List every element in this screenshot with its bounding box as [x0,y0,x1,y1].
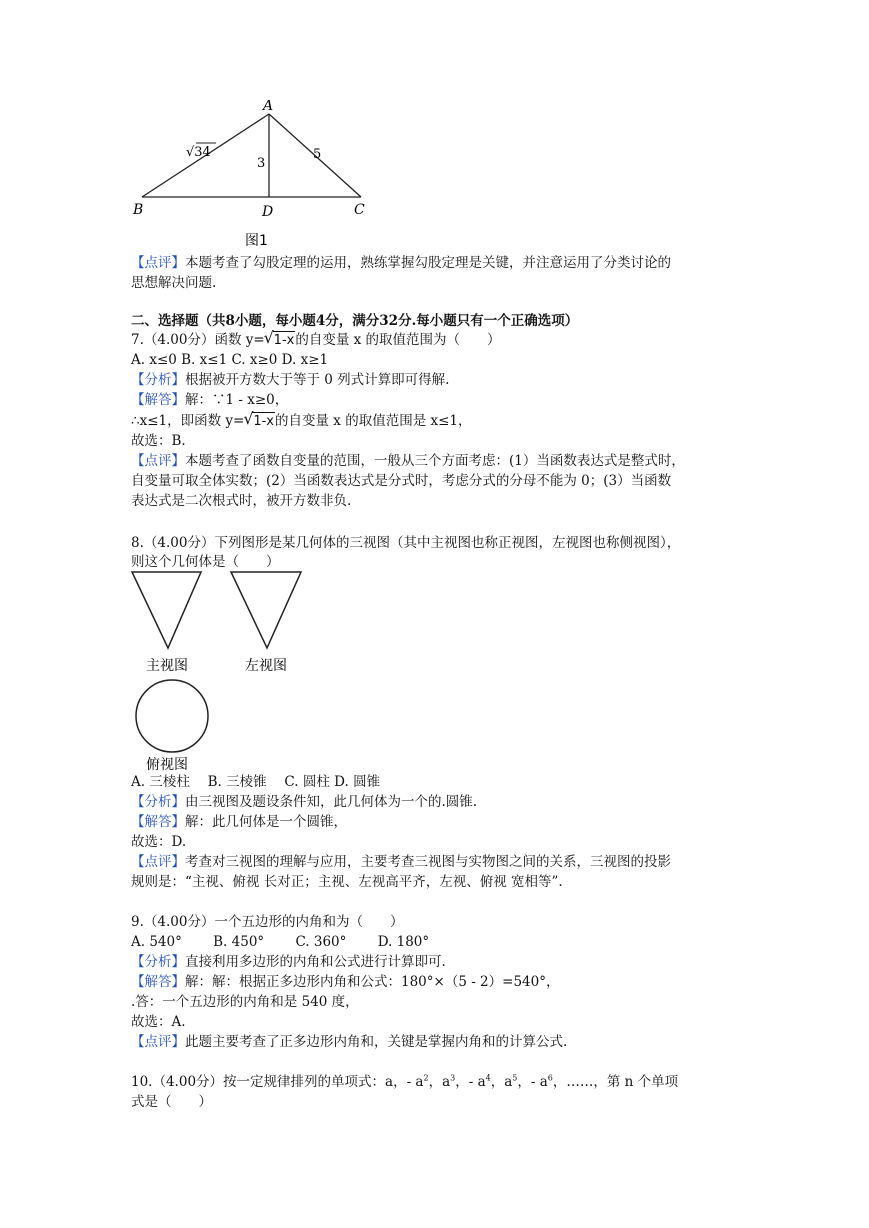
q6-comment-line-1 [131,254,671,272]
vertex-label-c: C [354,202,365,218]
q8-stem-1: 8.（4.00分）下列图形是某几何体的三视图（其中主视图也称正视图，左视图也称侧视图）， [131,535,681,551]
top-view-label: 俯视图 [146,757,188,773]
section-heading: 二、选择题（共8小题，每小题4分，满分32分.每小题只有一个正确选项） [131,313,579,329]
vertex-label-d: D [262,204,274,220]
q7-comment-3: 表达式是二次根式时，被开方数非负. [131,493,352,509]
analysis-tag: 【分析】 [131,372,185,388]
top-view-circle [136,680,208,752]
length-label-ab: √34 [186,145,211,160]
comment-tag: 【点评】 [131,854,185,870]
sqrt-expression: √ 1-x [243,409,274,429]
q7-choose: 故选：B. [131,433,186,449]
triangle-figure-1 [128,100,378,250]
comment-tag: 【点评】 [131,453,185,469]
solution-2a: ∴x≤1，即函数 y= [131,413,245,429]
q8-comment-1 [131,853,671,871]
sqrt-expression: √ 1-x [263,328,295,348]
analysis-tag: 【分析】 [131,954,185,970]
q7-options: A. x≤0 B. x≤1 C. x≥0 D. x≥1 [131,352,329,368]
analysis-text: 直接利用多边形的内角和公式进行计算即可. [185,954,446,970]
q6-comment-line-2: 思想解决问题. [131,275,217,291]
figure-caption: 图1 [245,233,268,249]
comment-text: 考查对三视图的理解与应用，主要考查三视图与实物图之间的关系，三视图的投影 [185,854,671,870]
solution-tag: 【解答】 [131,974,185,990]
radicand: 1-x [253,414,274,429]
comment-tag: 【点评】 [131,255,185,271]
left-view-label: 左视图 [245,658,287,674]
q9-solution-1 [131,973,559,991]
q7-stem-b: 的自变量 x 的取值范围为（ ） [295,332,501,348]
q7-comment-1 [131,452,685,470]
q7-stem-a: 7.（4.00分）函数 y= [131,332,265,348]
vertex-label-a: A [263,100,274,114]
q9-solution-2: .答：一个五边形的内角和是 540 度， [131,994,359,1010]
q7-comment-2: 自变量可取全体实数；(2）当函数表达式是分式时，考虑分式的分母不能为 0；(3）当函数 [131,473,672,489]
q8-comment-2: 规则是：“主视、俯视 长对正；主视、左视高平齐，左视、俯视 宽相等”. [131,874,563,890]
comment-text: 本题考查了函数自变量的范围，一般从三个方面考虑：(1）当函数表达式是整式时， [185,453,685,469]
front-view-triangle [132,572,201,648]
left-view-triangle [231,572,301,648]
analysis-text: 根据被开方数大于等于 0 列式计算即可得解. [185,372,450,388]
q7-solution-1 [131,391,288,409]
q7-stem [131,328,501,350]
solution-text: 解：∵1 - x≥0， [185,392,289,408]
q10-part: ，……，第 n 个单项 [552,1074,679,1090]
q10-part: ，a [428,1074,451,1090]
q8-choose: 故选：D. [131,834,187,850]
exponent: 4 [485,1073,491,1083]
solution-tag: 【解答】 [131,392,185,408]
comment-text: 本题考查了勾股定理的运用，熟练掌握勾股定理是关键，并注意运用了分类讨论的 [185,255,671,271]
q10-part: ，a [490,1074,513,1090]
q8-stem-2: 则这个几何体是（ ） [131,554,280,570]
q10-part: ，- a [517,1074,548,1090]
q7-solution-2 [131,409,472,431]
q8-options: A. 三棱柱 B. 三棱锥 C. 圆柱 D. 圆锥 [131,774,381,790]
q7-analysis [131,371,449,389]
analysis-text: 由三视图及题设条件知，此几何体为一个的.圆锥. [185,794,478,810]
q9-comment [131,1033,567,1051]
q10-part: ，- a [455,1074,486,1090]
q10-stem-1 [131,1073,678,1091]
q9-choose: 故选：A. [131,1014,186,1030]
q8-analysis [131,793,477,811]
solution-tag: 【解答】 [131,814,185,830]
analysis-tag: 【分析】 [131,794,185,810]
front-view-label: 主视图 [146,658,188,674]
length-label-ad: 3 [257,156,266,171]
three-views-figure [128,566,328,781]
vertex-label-b: B [133,202,144,218]
length-label-ac: 5 [313,147,322,162]
q10-stem-2: 式是（ ） [131,1094,212,1110]
q9-options: A. 540° B. 450° C. 360° D. 180° [131,934,430,950]
solution-2b: 的自变量 x 的取值范围是 x≤1， [275,413,472,429]
exponent: 6 [547,1073,553,1083]
solution-text: 解：解：根据正多边形内角和公式：180°×（5 - 2）=540°， [185,974,560,990]
exponent: 5 [512,1073,518,1083]
q10-part: 10.（4.00分）按一定规律排列的单项式：a，- a [131,1074,424,1090]
q9-analysis [131,953,446,971]
solution-text: 解：此几何体是一个圆锥， [185,814,347,830]
exponent: 2 [423,1073,429,1083]
comment-text: 此题主要考查了正多边形内角和，关键是掌握内角和的计算公式. [185,1034,568,1050]
comment-tag: 【点评】 [131,1034,185,1050]
q8-solution [131,813,347,831]
q9-stem: 9.（4.00分）一个五边形的内角和为（ ） [131,914,404,930]
radicand: 1-x [273,333,295,348]
exponent: 3 [450,1073,456,1083]
